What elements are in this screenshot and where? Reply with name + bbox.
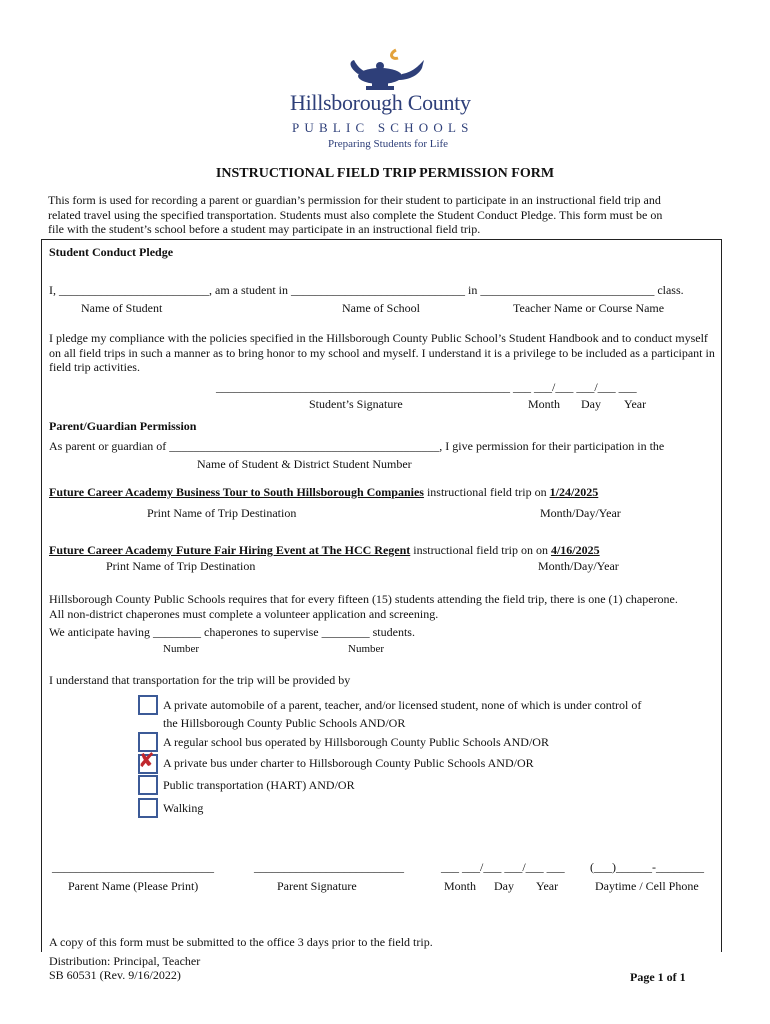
pledge-text: I pledge my compliance with the policies specified in the Hillsborough County Public School’s Student Handbook and to conduct myself on all field trips in such a manner as to bring honor to my school and myself. I understand it is a privilege to be included as a participant in field trip activities. <box>49 331 715 374</box>
transport-option-charter-bus: A private bus under charter to Hillsborough County Public Schools AND/OR <box>163 756 534 770</box>
genie-lamp-icon <box>284 44 488 94</box>
trip-date-1: 1/24/2025 <box>549 485 599 499</box>
logo-subtitle: PUBLIC SCHOOLS <box>292 120 474 135</box>
copy-notice: A copy of this form must be submitted to the office 3 days prior to the field trip. <box>49 935 433 949</box>
transport-option-school-bus: A regular school bus operated by Hillsborough County Public Schools AND/OR <box>163 735 549 749</box>
day-label: Day <box>581 397 601 411</box>
guardian-heading: Parent/Guardian Permission <box>49 419 197 433</box>
logo-tagline: Preparing Students for Life <box>328 138 449 150</box>
student-number-label: Number <box>348 643 385 655</box>
chaperone-anticipate-line[interactable]: We anticipate having ________ chaperones to supervise ________ students. <box>49 625 415 639</box>
trip-date-label-2: Month/Day/Year <box>538 559 619 573</box>
student-signature-label: Student’s Signature <box>309 397 403 411</box>
form-number: SB 60531 (Rev. 9/16/2022) <box>49 968 181 982</box>
parent-date-line[interactable]: ___ ___/___ ___/___ ___ <box>441 860 565 874</box>
parent-name-label: Parent Name (Please Print) <box>68 879 199 893</box>
transport-intro: I understand that transportation for the trip will be provided by <box>49 673 351 687</box>
teacher-name-label: Teacher Name or Course Name <box>513 301 665 315</box>
trip-date-label-1: Month/Day/Year <box>540 506 621 520</box>
guardian-line[interactable]: As parent or guardian of _____________________________________________, I give permission for their participation in the <box>49 439 665 453</box>
transport-option-private-auto: A private automobile of a parent, teacher, and/or licensed student, none of which is under control of <box>163 698 642 712</box>
transport-checkbox-walking[interactable] <box>138 798 158 818</box>
trip-mid-2: instructional field trip on on <box>410 543 551 557</box>
parent-year-label: Year <box>536 879 559 893</box>
trip-line-2 <box>49 543 600 557</box>
parent-month-label: Month <box>444 879 477 893</box>
chaperone-number-label: Number <box>163 643 200 655</box>
phone-label: Daytime / Cell Phone <box>595 879 699 893</box>
trip-destination-1: Future Career Academy Business Tour to South Hillsborough Companies <box>49 485 424 499</box>
parent-day-label: Day <box>494 879 514 893</box>
pledge-line[interactable]: I, _________________________, am a student in _____________________________ in _____________________________ class. <box>49 283 684 297</box>
transport-checkbox-private-auto[interactable] <box>138 695 158 715</box>
logo-title: Hillsborough County <box>290 90 471 115</box>
parent-signature-label: Parent Signature <box>277 879 357 893</box>
checkmark-icon: ✘ <box>138 748 155 772</box>
trip-line-1 <box>49 485 598 499</box>
name-of-student-label: Name of Student <box>81 301 163 315</box>
distribution: Distribution: Principal, Teacher <box>49 954 201 968</box>
transport-option-public: Public transportation (HART) AND/OR <box>163 778 355 792</box>
trip-destination-2: Future Career Academy Future Fair Hiring Event at The HCC Regent <box>49 543 411 557</box>
chaperone-screening: All non-district chaperones must complete a volunteer application and screening. <box>49 607 439 621</box>
student-signature-line[interactable]: _________________________________________________ ___ ___/___ ___/___ ___ <box>216 380 637 394</box>
form-title: INSTRUCTIONAL FIELD TRIP PERMISSION FORM <box>215 166 555 181</box>
page-number: Page 1 of 1 <box>630 970 686 984</box>
student-district-number-label: Name of Student & District Student Number <box>197 457 412 471</box>
transport-checkbox-charter-bus[interactable] <box>138 748 158 774</box>
name-of-school-label: Name of School <box>342 301 420 315</box>
year-label: Year <box>624 397 647 411</box>
district-logo <box>284 44 488 154</box>
chaperone-requirement: Hillsborough County Public Schools requires that for every fifteen (15) students attending the field trip, there is one (1) chaperone. <box>49 592 678 606</box>
pledge-heading: Student Conduct Pledge <box>49 245 174 259</box>
parent-name-line[interactable]: ___________________________ <box>52 860 214 874</box>
parent-signature-line[interactable]: _________________________ <box>254 860 404 874</box>
transport-checkbox-public[interactable] <box>138 775 158 795</box>
phone-line[interactable]: (___)______-________ <box>590 860 704 874</box>
trip-date-2: 4/16/2025 <box>550 543 600 557</box>
month-label: Month <box>528 397 561 411</box>
trip-destination-label-1: Print Name of Trip Destination <box>147 506 297 520</box>
form-intro: This form is used for recording a parent or guardian’s permission for their student to participate in an instructional field trip and related travel using the specified transportation. Students must also complete the Student Conduct Pledge. This form must be on file with the student’s school before a student may participate in an instructional field trip. <box>48 193 663 236</box>
trip-mid-1: instructional field trip on <box>423 485 550 499</box>
trip-destination-label-2: Print Name of Trip Destination <box>106 559 256 573</box>
transport-option-private-auto-cont: the Hillsborough County Public Schools AND/OR <box>163 716 406 730</box>
transport-option-walking: Walking <box>163 801 204 815</box>
